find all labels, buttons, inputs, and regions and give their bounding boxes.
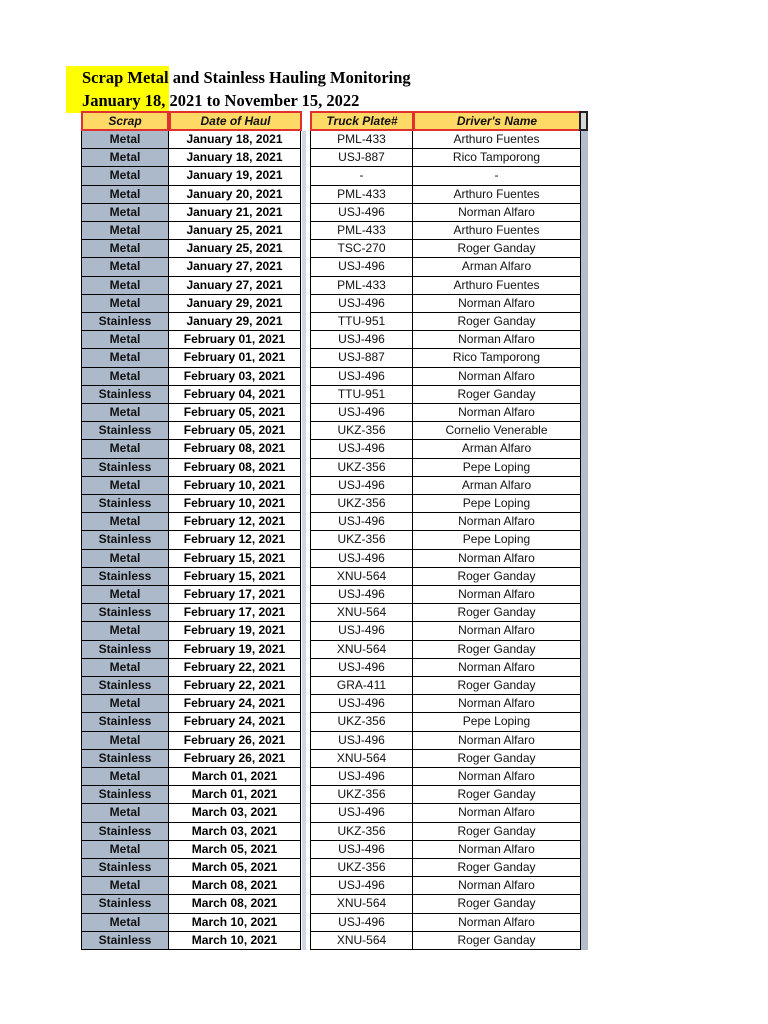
row-edge-shade: [581, 604, 588, 622]
table-row: [81, 313, 601, 331]
row-edge-shade: [581, 204, 588, 222]
scrap-cell: Stainless: [81, 932, 169, 950]
driver-cell: Roger Ganday: [413, 750, 581, 768]
scrap-cell: Stainless: [81, 713, 169, 731]
table-row: [81, 186, 601, 204]
driver-cell: Pepe Loping: [413, 531, 581, 549]
row-edge-shade: [581, 222, 588, 240]
plate-cell: USJ-496: [310, 841, 413, 859]
table-row: [81, 932, 601, 950]
date-cell: March 08, 2021: [169, 895, 301, 913]
driver-cell: Arthuro Fuentes: [413, 131, 581, 149]
date-cell: February 22, 2021: [169, 677, 301, 695]
driver-cell: Arthuro Fuentes: [413, 277, 581, 295]
table-row: [81, 622, 601, 640]
row-edge-shade: [581, 895, 588, 913]
scrap-cell: Metal: [81, 477, 169, 495]
row-edge-shade: [581, 786, 588, 804]
scrap-cell: Stainless: [81, 859, 169, 877]
table-row: [81, 204, 601, 222]
scrap-cell: Metal: [81, 240, 169, 258]
date-cell: February 17, 2021: [169, 604, 301, 622]
date-cell: February 10, 2021: [169, 495, 301, 513]
table-row: [81, 768, 601, 786]
plate-cell: USJ-887: [310, 149, 413, 167]
scrap-cell: Metal: [81, 149, 169, 167]
row-edge-shade: [581, 568, 588, 586]
scrap-cell: Metal: [81, 167, 169, 185]
table-row: [81, 823, 601, 841]
date-cell: January 21, 2021: [169, 204, 301, 222]
driver-cell: Roger Ganday: [413, 240, 581, 258]
scrap-cell: Stainless: [81, 568, 169, 586]
table-row: [81, 258, 601, 276]
scrap-cell: Metal: [81, 877, 169, 895]
table-row: [81, 804, 601, 822]
driver-cell: Norman Alfaro: [413, 804, 581, 822]
plate-cell: USJ-496: [310, 586, 413, 604]
plate-cell: TSC-270: [310, 240, 413, 258]
date-cell: January 25, 2021: [169, 240, 301, 258]
scrap-cell: Metal: [81, 440, 169, 458]
driver-cell: Norman Alfaro: [413, 368, 581, 386]
scrap-cell: Metal: [81, 368, 169, 386]
driver-cell: Cornelio Venerable: [413, 422, 581, 440]
table-row: [81, 277, 601, 295]
plate-cell: PML-433: [310, 186, 413, 204]
table-row: [81, 841, 601, 859]
date-cell: February 04, 2021: [169, 386, 301, 404]
date-cell: February 17, 2021: [169, 586, 301, 604]
table-row: [81, 477, 601, 495]
scrap-cell: Stainless: [81, 604, 169, 622]
plate-cell: XNU-564: [310, 604, 413, 622]
scrap-cell: Metal: [81, 804, 169, 822]
plate-cell: USJ-496: [310, 477, 413, 495]
table-row: [81, 222, 601, 240]
table-row: [81, 568, 601, 586]
driver-cell: Roger Ganday: [413, 386, 581, 404]
scrap-cell: Stainless: [81, 677, 169, 695]
date-cell: March 10, 2021: [169, 914, 301, 932]
plate-cell: XNU-564: [310, 895, 413, 913]
scrap-cell: Metal: [81, 331, 169, 349]
date-cell: February 08, 2021: [169, 440, 301, 458]
row-edge-shade: [581, 641, 588, 659]
plate-cell: TTU-951: [310, 313, 413, 331]
scrap-cell: Metal: [81, 186, 169, 204]
table-row: [81, 914, 601, 932]
table-row: [81, 659, 601, 677]
scrap-cell: Stainless: [81, 895, 169, 913]
row-edge-shade: [581, 914, 588, 932]
table-row: [81, 167, 601, 185]
date-cell: February 10, 2021: [169, 477, 301, 495]
title-line-1: Scrap Metal and Stainless Hauling Monitoring: [82, 68, 411, 87]
scrap-cell: Stainless: [81, 459, 169, 477]
scrap-cell: Metal: [81, 277, 169, 295]
scrap-cell: Stainless: [81, 422, 169, 440]
table-row: [81, 240, 601, 258]
plate-cell: XNU-564: [310, 750, 413, 768]
plate-cell: USJ-496: [310, 732, 413, 750]
plate-cell: USJ-887: [310, 349, 413, 367]
row-edge-shade: [581, 313, 588, 331]
date-cell: January 27, 2021: [169, 277, 301, 295]
row-edge-shade: [581, 877, 588, 895]
date-cell: February 26, 2021: [169, 750, 301, 768]
date-cell: February 05, 2021: [169, 404, 301, 422]
driver-cell: Roger Ganday: [413, 604, 581, 622]
row-edge-shade: [581, 240, 588, 258]
row-edge-shade: [581, 277, 588, 295]
row-edge-shade: [581, 713, 588, 731]
row-edge-shade: [581, 513, 588, 531]
row-edge-shade: [581, 804, 588, 822]
row-edge-shade: [581, 841, 588, 859]
scrap-cell: Metal: [81, 732, 169, 750]
table-row: [81, 695, 601, 713]
date-cell: March 01, 2021: [169, 786, 301, 804]
table-row: [81, 440, 601, 458]
driver-cell: Arthuro Fuentes: [413, 222, 581, 240]
plate-cell: USJ-496: [310, 659, 413, 677]
row-edge-shade: [581, 331, 588, 349]
driver-cell: Roger Ganday: [413, 895, 581, 913]
table-row: [81, 331, 601, 349]
row-edge-shade: [581, 695, 588, 713]
date-cell: February 15, 2021: [169, 550, 301, 568]
row-edge-shade: [581, 368, 588, 386]
plate-cell: USJ-496: [310, 914, 413, 932]
date-cell: January 27, 2021: [169, 258, 301, 276]
row-edge-shade: [581, 349, 588, 367]
plate-cell: USJ-496: [310, 331, 413, 349]
row-edge-shade: [581, 295, 588, 313]
driver-cell: Norman Alfaro: [413, 841, 581, 859]
scrap-cell: Metal: [81, 659, 169, 677]
plate-cell: USJ-496: [310, 295, 413, 313]
driver-cell: Norman Alfaro: [413, 659, 581, 677]
row-edge-shade: [581, 586, 588, 604]
scrap-cell: Stainless: [81, 495, 169, 513]
date-cell: January 29, 2021: [169, 295, 301, 313]
header-truck-plate: Truck Plate#: [310, 111, 414, 131]
driver-cell: Norman Alfaro: [413, 513, 581, 531]
driver-cell: Roger Ganday: [413, 677, 581, 695]
table-row: [81, 641, 601, 659]
row-edge-shade: [581, 258, 588, 276]
row-edge-shade: [581, 732, 588, 750]
row-edge-shade: [581, 750, 588, 768]
plate-cell: UKZ-356: [310, 823, 413, 841]
driver-cell: Norman Alfaro: [413, 404, 581, 422]
driver-cell: Roger Ganday: [413, 641, 581, 659]
driver-cell: Roger Ganday: [413, 932, 581, 950]
table-row: [81, 404, 601, 422]
table-row: [81, 895, 601, 913]
scrap-cell: Metal: [81, 204, 169, 222]
driver-cell: Pepe Loping: [413, 495, 581, 513]
driver-cell: Norman Alfaro: [413, 586, 581, 604]
scrap-cell: Metal: [81, 622, 169, 640]
table-row: [81, 877, 601, 895]
driver-cell: Norman Alfaro: [413, 550, 581, 568]
date-cell: January 20, 2021: [169, 186, 301, 204]
plate-cell: TTU-951: [310, 386, 413, 404]
row-edge-shade: [581, 477, 588, 495]
row-edge-shade: [581, 823, 588, 841]
row-edge-shade: [581, 677, 588, 695]
driver-cell: Norman Alfaro: [413, 914, 581, 932]
document-title: [82, 66, 411, 112]
table-row: [81, 495, 601, 513]
table-row: [81, 786, 601, 804]
driver-cell: Pepe Loping: [413, 459, 581, 477]
table-row: [81, 677, 601, 695]
title-line-2: January 18, 2021 to November 15, 2022: [82, 91, 360, 110]
date-cell: March 05, 2021: [169, 841, 301, 859]
date-cell: March 08, 2021: [169, 877, 301, 895]
plate-cell: UKZ-356: [310, 713, 413, 731]
row-edge-shade: [581, 622, 588, 640]
plate-cell: USJ-496: [310, 550, 413, 568]
plate-cell: USJ-496: [310, 368, 413, 386]
plate-cell: XNU-564: [310, 932, 413, 950]
driver-cell: Arman Alfaro: [413, 440, 581, 458]
scrap-cell: Metal: [81, 349, 169, 367]
date-cell: February 12, 2021: [169, 513, 301, 531]
date-cell: January 25, 2021: [169, 222, 301, 240]
scrap-cell: Metal: [81, 841, 169, 859]
date-cell: February 08, 2021: [169, 459, 301, 477]
driver-cell: Roger Ganday: [413, 859, 581, 877]
row-edge-shade: [581, 131, 588, 149]
date-cell: February 19, 2021: [169, 622, 301, 640]
date-cell: February 01, 2021: [169, 331, 301, 349]
plate-cell: USJ-496: [310, 204, 413, 222]
plate-cell: USJ-496: [310, 440, 413, 458]
row-edge-shade: [581, 149, 588, 167]
date-cell: February 24, 2021: [169, 713, 301, 731]
table-row: [81, 713, 601, 731]
header-driver-name: Driver's Name: [413, 111, 581, 131]
driver-cell: Arman Alfaro: [413, 258, 581, 276]
scrap-cell: Metal: [81, 513, 169, 531]
header-edge: [579, 111, 588, 131]
row-edge-shade: [581, 659, 588, 677]
driver-cell: Rico Tamporong: [413, 349, 581, 367]
date-cell: January 18, 2021: [169, 149, 301, 167]
plate-cell: USJ-496: [310, 877, 413, 895]
driver-cell: Norman Alfaro: [413, 331, 581, 349]
driver-cell: Norman Alfaro: [413, 295, 581, 313]
plate-cell: XNU-564: [310, 641, 413, 659]
scrap-cell: Stainless: [81, 786, 169, 804]
plate-cell: UKZ-356: [310, 495, 413, 513]
plate-cell: USJ-496: [310, 768, 413, 786]
driver-cell: Norman Alfaro: [413, 695, 581, 713]
driver-cell: -: [413, 167, 581, 185]
date-cell: March 05, 2021: [169, 859, 301, 877]
scrap-cell: Stainless: [81, 641, 169, 659]
plate-cell: USJ-496: [310, 258, 413, 276]
table-row: [81, 550, 601, 568]
plate-cell: USJ-496: [310, 404, 413, 422]
driver-cell: Roger Ganday: [413, 786, 581, 804]
row-edge-shade: [581, 186, 588, 204]
plate-cell: USJ-496: [310, 622, 413, 640]
table-row: [81, 459, 601, 477]
date-cell: January 18, 2021: [169, 131, 301, 149]
table-row: [81, 295, 601, 313]
plate-cell: GRA-411: [310, 677, 413, 695]
date-cell: January 29, 2021: [169, 313, 301, 331]
table-row: [81, 750, 601, 768]
table-row: [81, 422, 601, 440]
driver-cell: Norman Alfaro: [413, 622, 581, 640]
table-row: [81, 368, 601, 386]
row-edge-shade: [581, 859, 588, 877]
scrap-cell: Metal: [81, 295, 169, 313]
row-edge-shade: [581, 167, 588, 185]
row-edge-shade: [581, 768, 588, 786]
driver-cell: Rico Tamporong: [413, 149, 581, 167]
driver-cell: Roger Ganday: [413, 313, 581, 331]
table-row: [81, 859, 601, 877]
plate-cell: UKZ-356: [310, 859, 413, 877]
date-cell: February 15, 2021: [169, 568, 301, 586]
driver-cell: Roger Ganday: [413, 568, 581, 586]
plate-cell: PML-433: [310, 277, 413, 295]
driver-cell: Arthuro Fuentes: [413, 186, 581, 204]
scrap-cell: Metal: [81, 131, 169, 149]
table-row: [81, 531, 601, 549]
scrap-cell: Stainless: [81, 386, 169, 404]
date-cell: February 01, 2021: [169, 349, 301, 367]
date-cell: February 26, 2021: [169, 732, 301, 750]
driver-cell: Norman Alfaro: [413, 204, 581, 222]
plate-cell: -: [310, 167, 413, 185]
scrap-cell: Stainless: [81, 313, 169, 331]
row-edge-shade: [581, 550, 588, 568]
plate-cell: XNU-564: [310, 568, 413, 586]
table-row: [81, 513, 601, 531]
plate-cell: PML-433: [310, 131, 413, 149]
scrap-cell: Metal: [81, 222, 169, 240]
date-cell: March 03, 2021: [169, 823, 301, 841]
scrap-cell: Metal: [81, 550, 169, 568]
table-row: [81, 586, 601, 604]
table-row: [81, 604, 601, 622]
row-edge-shade: [581, 422, 588, 440]
table-row: [81, 149, 601, 167]
driver-cell: Norman Alfaro: [413, 768, 581, 786]
row-edge-shade: [581, 404, 588, 422]
plate-cell: UKZ-356: [310, 422, 413, 440]
header-scrap: Scrap: [81, 111, 169, 131]
driver-cell: Norman Alfaro: [413, 732, 581, 750]
plate-cell: USJ-496: [310, 695, 413, 713]
row-edge-shade: [581, 459, 588, 477]
date-cell: February 03, 2021: [169, 368, 301, 386]
date-cell: March 10, 2021: [169, 932, 301, 950]
row-edge-shade: [581, 386, 588, 404]
plate-cell: PML-433: [310, 222, 413, 240]
row-edge-shade: [581, 932, 588, 950]
date-cell: February 12, 2021: [169, 531, 301, 549]
table-row: [81, 349, 601, 367]
driver-cell: Arman Alfaro: [413, 477, 581, 495]
plate-cell: USJ-496: [310, 804, 413, 822]
plate-cell: UKZ-356: [310, 459, 413, 477]
header-date-of-haul: Date of Haul: [169, 111, 302, 131]
plate-cell: UKZ-356: [310, 531, 413, 549]
scrap-cell: Metal: [81, 695, 169, 713]
table-row: [81, 131, 601, 149]
scrap-cell: Metal: [81, 768, 169, 786]
date-cell: January 19, 2021: [169, 167, 301, 185]
scrap-cell: Stainless: [81, 750, 169, 768]
date-cell: February 24, 2021: [169, 695, 301, 713]
driver-cell: Norman Alfaro: [413, 877, 581, 895]
date-cell: February 05, 2021: [169, 422, 301, 440]
date-cell: March 01, 2021: [169, 768, 301, 786]
plate-cell: USJ-496: [310, 513, 413, 531]
driver-cell: Roger Ganday: [413, 823, 581, 841]
date-cell: February 19, 2021: [169, 641, 301, 659]
table-row: [81, 386, 601, 404]
plate-cell: UKZ-356: [310, 786, 413, 804]
scrap-cell: Metal: [81, 404, 169, 422]
row-edge-shade: [581, 531, 588, 549]
row-edge-shade: [581, 495, 588, 513]
row-edge-shade: [581, 440, 588, 458]
table-row: [81, 732, 601, 750]
scrap-cell: Metal: [81, 258, 169, 276]
scrap-cell: Metal: [81, 914, 169, 932]
scrap-cell: Stainless: [81, 531, 169, 549]
scrap-cell: Metal: [81, 586, 169, 604]
date-cell: February 22, 2021: [169, 659, 301, 677]
date-cell: March 03, 2021: [169, 804, 301, 822]
scrap-cell: Stainless: [81, 823, 169, 841]
driver-cell: Pepe Loping: [413, 713, 581, 731]
